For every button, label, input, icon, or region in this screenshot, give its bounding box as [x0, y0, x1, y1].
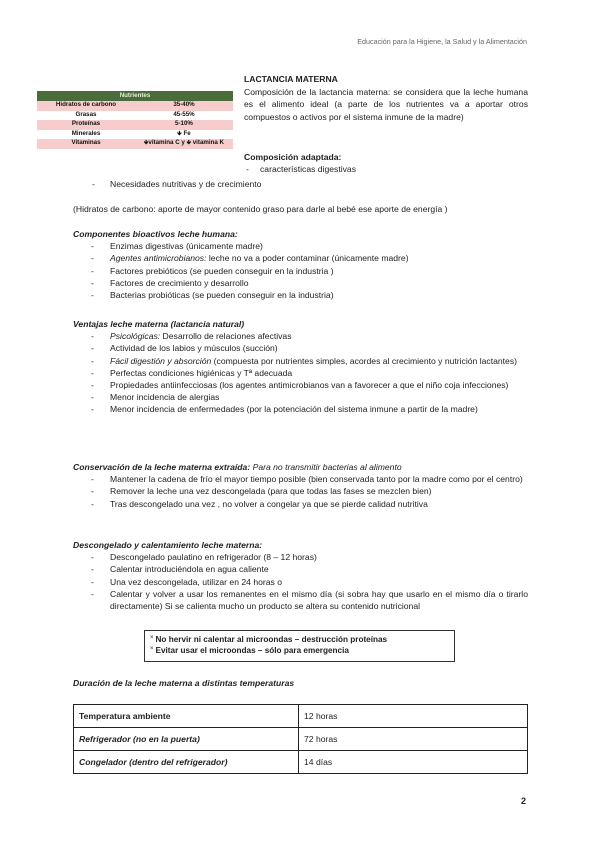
page-header: Educación para la Higiene, la Salud y la Alimentación — [357, 37, 527, 46]
list-item: - Psicológicas: Desarrollo de relaciones afectivas — [73, 330, 528, 342]
duration-label: Congelador (dentro del refrigerador) — [74, 751, 299, 774]
lactancia-section — [244, 73, 528, 123]
list-item: - Enzimas digestivas (únicamente madre) — [73, 240, 528, 252]
section-title: Descongelado y calentamiento leche materna: — [73, 540, 263, 550]
nutrient-value: 45-55% — [135, 111, 233, 121]
nutrient-name: Vitaminas — [37, 139, 135, 149]
table-row — [37, 130, 233, 140]
list-item: - Factores prebióticos (se pueden conseguir en la industria ) — [73, 265, 528, 277]
duration-label: Temperatura ambiente — [74, 705, 299, 728]
warning-line: × No hervir ni calentar al microondas – destrucción proteínas — [150, 635, 388, 644]
duration-label: Refrigerador (no en la puerta) — [74, 728, 299, 751]
list-item: - Menor incidencia de enfermedades (por la potenciación del sistema inmune a partir de la madre) — [73, 403, 528, 415]
section-title: LACTANCIA MATERNA — [244, 74, 338, 84]
list-item: - Propiedades antiinfecciosas (los agentes antimicrobianos van a favorecer a que el niño coja infecciones) — [73, 379, 528, 391]
bioactivos-section — [73, 228, 528, 301]
nutrient-name: Grasas — [37, 111, 135, 121]
descongelado-section — [73, 539, 528, 612]
warning-line: × Evitar usar el microondas – sólo para emergencia — [150, 646, 349, 656]
nutrients-table-header — [37, 91, 233, 101]
nutrients-table — [37, 91, 233, 149]
duration-table — [73, 704, 528, 774]
table-row — [74, 751, 528, 774]
nutrient-name: Proteínas — [37, 120, 135, 130]
list-item: - Mantener la cadena de frío el mayor tiempo posible (bien conservada tanto por la madre como por el centro) — [73, 473, 528, 485]
section-title: Composición adaptada: — [244, 152, 342, 162]
nutrient-name: Minerales — [37, 130, 135, 140]
list-item: - Menor incidencia de alergias — [73, 391, 528, 403]
nutrient-value: 5-10% — [135, 120, 233, 130]
nutrients-table-title: Nutrientes — [37, 91, 233, 101]
list-item: - Actividad de los labios y músculos (succión) — [73, 342, 528, 354]
table-row — [37, 101, 233, 111]
list-item: - Factores de crecimiento y desarrollo — [73, 277, 528, 289]
note-text: (Hidratos de carbono: aporte de mayor contenido graso para darle al bebé ese aporte de energía ) — [73, 204, 448, 214]
list-item: - Bacterias probióticas (se pueden conseguir en la industria) — [73, 289, 528, 301]
table-row — [37, 139, 233, 149]
list-item: - Calentar introduciéndola en agua caliente — [73, 563, 528, 575]
nutrient-value: 🡻vitamina C y 🡻 vitamina K — [135, 139, 233, 149]
nutrient-value: 35-40% — [135, 101, 233, 111]
duration-value: 14 días — [299, 751, 528, 774]
cross-icon: × — [150, 635, 154, 641]
duration-title: Duración de la leche materna a distintas temperaturas — [73, 678, 295, 688]
lactancia-paragraph: Composición de la lactancia materna: se considera que la leche humana es el alimento ideal (a parte de los nutrientes va a aportar otros compuestos o activos por el sistema inmune de la madre) — [244, 87, 528, 122]
section-title: Conservación de la leche materna extraída: Para no transmitir bacterias al alimento — [73, 462, 402, 472]
ventajas-section — [73, 318, 528, 416]
list-item: - Calentar y volver a usar los remanentes en el mismo día (si sobra hay que usarlo en el mismo día o tirarlo directamente) Si se calienta mucho un producto se altera su contenido nutricional — [73, 588, 528, 612]
list-item: - Una vez descongelada, utilizar en 24 horas o — [73, 576, 528, 588]
page-number: 2 — [521, 796, 527, 806]
table-row — [37, 120, 233, 130]
warning-box — [144, 630, 455, 662]
conservacion-section — [73, 461, 528, 510]
list-item: - Remover la leche una vez descongelada (para que todas las fases se mezclen bien) — [73, 485, 528, 497]
table-row — [37, 111, 233, 121]
duration-value: 12 horas — [299, 705, 528, 728]
list-item: - Descongelado paulatino en refrigerador (8 – 12 horas) — [73, 551, 528, 563]
list-item: - Fácil digestión y absorción (compuesta por nutrientes simples, acordes al crecimiento y nutrición lactantes) — [73, 355, 528, 367]
list-item: - características digestivas — [244, 163, 356, 175]
duration-value: 72 horas — [299, 728, 528, 751]
table-row — [74, 705, 528, 728]
list-item: - Tras descongelado una vez , no volver a congelar ya que se pierde calidad nutritiva — [73, 498, 528, 510]
list-item: - Perfectas condiciones higiénicas y Tª adecuada — [73, 367, 528, 379]
nutrient-value: 🡻 Fe — [135, 130, 233, 140]
composicion-adaptada — [244, 151, 356, 175]
section-title: Ventajas leche materna (lactancia natural) — [73, 319, 245, 329]
table-row — [74, 728, 528, 751]
section-title: Componentes bioactivos leche humana: — [73, 229, 238, 239]
list-item: - Necesidades nutritivas y de crecimiento — [92, 178, 261, 190]
cross-icon: × — [150, 646, 154, 653]
nutrient-name: Hidratos de carbono — [37, 101, 135, 111]
list-item: - Agentes antimicrobianos: leche no va a poder contaminar (únicamente madre) — [73, 252, 528, 264]
